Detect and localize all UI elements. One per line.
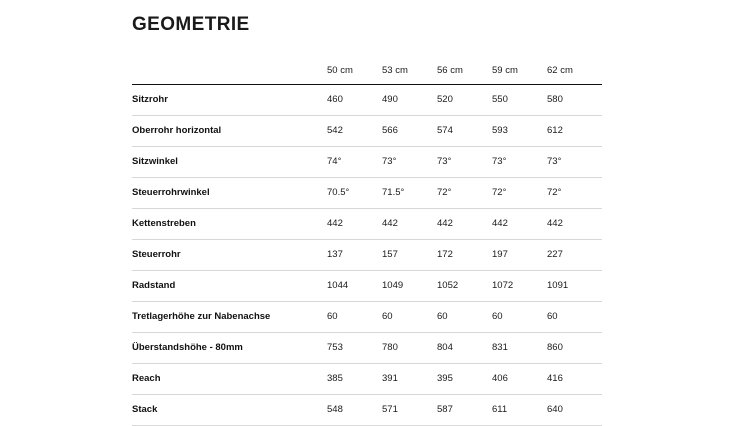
cell-value: 385 — [327, 373, 343, 384]
cell-value: 391 — [382, 373, 398, 384]
table-row — [132, 147, 602, 178]
row-label: Steuerrohrwinkel — [132, 187, 210, 198]
cell-value: 60 — [547, 311, 558, 322]
row-label: Überstandshöhe - 80mm — [132, 342, 243, 353]
header-measurement — [132, 58, 327, 85]
cell-value: 395 — [437, 373, 453, 384]
header-size-1: 50 cm — [327, 65, 353, 76]
cell-value: 780 — [382, 342, 398, 353]
row-label: Sitzrohr — [132, 94, 168, 105]
row-label: Tretlagerhöhe zur Nabenachse — [132, 311, 271, 322]
cell-value: 442 — [492, 218, 508, 229]
header-size-3: 56 cm — [437, 65, 463, 76]
cell-value: 612 — [547, 125, 563, 136]
table-row — [132, 85, 602, 116]
row-label: Sitzwinkel — [132, 156, 178, 167]
cell-value: 227 — [547, 249, 563, 260]
table-row — [132, 333, 602, 364]
cell-value: 580 — [547, 94, 563, 105]
cell-value: 550 — [492, 94, 508, 105]
table-header — [132, 58, 602, 85]
cell-value: 571 — [382, 404, 398, 415]
cell-value: 72° — [492, 187, 507, 198]
cell-value: 70.5° — [327, 187, 350, 198]
cell-value: 611 — [492, 404, 508, 415]
row-label: Kettenstreben — [132, 218, 196, 229]
cell-value: 542 — [327, 125, 343, 136]
row-label: Steuerrohr — [132, 249, 181, 260]
cell-value: 442 — [327, 218, 343, 229]
table-row — [132, 209, 602, 240]
cell-value: 860 — [547, 342, 563, 353]
cell-value: 460 — [327, 94, 343, 105]
cell-value: 574 — [437, 125, 453, 136]
row-label: Stack — [132, 404, 158, 415]
cell-value: 442 — [437, 218, 453, 229]
cell-value: 137 — [327, 249, 343, 260]
table-row — [132, 395, 602, 426]
cell-value: 74° — [327, 156, 342, 167]
cell-value: 587 — [437, 404, 453, 415]
cell-value: 1049 — [382, 280, 404, 291]
cell-value: 406 — [492, 373, 508, 384]
cell-value: 442 — [382, 218, 398, 229]
cell-value: 1072 — [492, 280, 514, 291]
header-size-5: 62 cm — [547, 65, 573, 76]
cell-value: 197 — [492, 249, 508, 260]
cell-value: 72° — [547, 187, 562, 198]
cell-value: 73° — [492, 156, 507, 167]
cell-value: 804 — [437, 342, 453, 353]
cell-value: 831 — [492, 342, 508, 353]
table-body — [132, 85, 602, 426]
cell-value: 60 — [382, 311, 393, 322]
table-row — [132, 364, 602, 395]
cell-value: 1052 — [437, 280, 459, 291]
cell-value: 548 — [327, 404, 343, 415]
cell-value: 442 — [547, 218, 563, 229]
cell-value: 72° — [437, 187, 452, 198]
cell-value: 640 — [547, 404, 563, 415]
table-row — [132, 302, 602, 333]
cell-value: 172 — [437, 249, 453, 260]
header-size-4: 59 cm — [492, 65, 518, 76]
cell-value: 71.5° — [382, 187, 405, 198]
geometry-table — [132, 58, 602, 426]
cell-value: 60 — [327, 311, 338, 322]
row-label: Oberrohr horizontal — [132, 125, 222, 136]
cell-value: 73° — [382, 156, 397, 167]
cell-value: 593 — [492, 125, 508, 136]
header-row — [132, 58, 602, 85]
cell-value: 490 — [382, 94, 398, 105]
cell-value: 1091 — [547, 280, 569, 291]
page-title: GEOMETRIE — [132, 14, 250, 35]
row-label: Radstand — [132, 280, 176, 291]
row-label: Reach — [132, 373, 161, 384]
cell-value: 416 — [547, 373, 563, 384]
cell-value: 73° — [547, 156, 562, 167]
table-row — [132, 240, 602, 271]
cell-value: 60 — [437, 311, 448, 322]
cell-value: 520 — [437, 94, 453, 105]
cell-value: 753 — [327, 342, 343, 353]
table-row — [132, 178, 602, 209]
cell-value: 1044 — [327, 280, 349, 291]
table-row — [132, 271, 602, 302]
cell-value: 566 — [382, 125, 398, 136]
cell-value: 73° — [437, 156, 452, 167]
cell-value: 157 — [382, 249, 398, 260]
header-size-2: 53 cm — [382, 65, 408, 76]
cell-value: 60 — [492, 311, 503, 322]
table-row — [132, 116, 602, 147]
